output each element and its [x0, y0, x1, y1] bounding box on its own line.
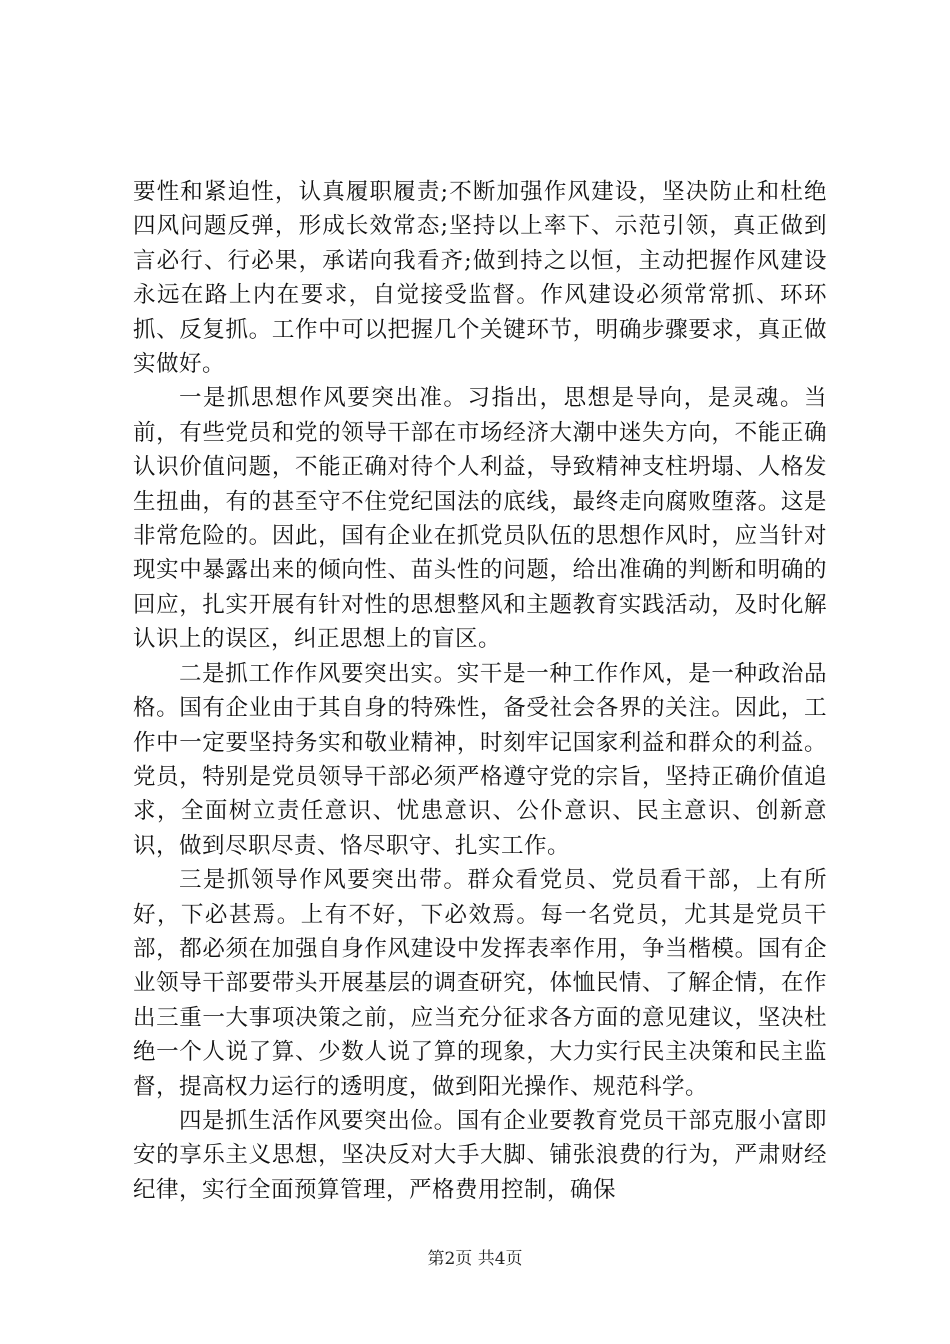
body-text — [133, 175, 827, 1207]
paragraph-thought-style: 一是抓思想作风要突出准。习指出，思想是导向，是灵魂。当前，有些党员和党的领导干部在市场经济大潮中迷失方向，不能正确认识价值问题，不能正确对待个人利益，导致精神支柱坍塌、人格发生扭曲，有的甚至守不住党纪国法的底线，最终走向腐败堕落。这是非常危险的。因此，国有企业在抓党员队伍的思想作风时，应当针对现实中暴露出来的倾向性、苗头性的问题，给出准确的判断和明确的回应，扎实开展有针对性的思想整风和主题教育实践活动，及时化解认识上的误区，纠正思想上的盲区。 — [133, 385, 827, 653]
paragraph-intro: 要性和紧迫性，认真履职履责;不断加强作风建设，坚决防止和杜绝四风问题反弹，形成长效常态;坚持以上率下、示范引领，真正做到言必行、行必果，承诺向我看齐;做到持之以恒，主动把握作风建设永远在路上内在要求，自觉接受监督。作风建设必须常常抓、环环抓、反复抓。工作中可以把握几个关键环节，明确步骤要求，真正做实做好。 — [133, 179, 827, 378]
paragraph-leadership-style: 三是抓领导作风要突出带。群众看党员、党员看干部，上有所好，下必甚焉。上有不好，下必效焉。每一名党员，尤其是党员干部，都必须在加强自身作风建设中发挥表率作用，争当楷模。国有企业领导干部要带头开展基层的调查研究，体恤民情、了解企情，在作出三重一大事项决策之前，应当充分征求各方面的意见建议，坚决杜绝一个人说了算、少数人说了算的现象，大力实行民主决策和民主监督，提高权力运行的透明度，做到阳光操作、规范科学。 — [133, 867, 827, 1100]
paragraph-life-style: 四是抓生活作风要突出俭。国有企业要教育党员干部克服小富即安的享乐主义思想，坚决反对大手大脚、铺张浪费的行为，严肃财经纪律，实行全面预算管理，严格费用控制，确保 — [133, 1107, 827, 1203]
page-footer: 第2页 共4页 — [427, 1249, 523, 1269]
paragraph-work-style: 二是抓工作作风要突出实。实干是一种工作作风，是一种政治品格。国有企业由于其自身的特殊性，备受社会各界的关注。因此，工作中一定要坚持务实和敬业精神，时刻牢记国家利益和群众的利益。党员，特别是党员领导干部必须严格遵守党的宗旨，坚持正确价值追求，全面树立责任意识、忧患意识、公仆意识、民主意识、创新意识，做到尽职尽责、恪尽职守、扎实工作。 — [133, 660, 827, 859]
